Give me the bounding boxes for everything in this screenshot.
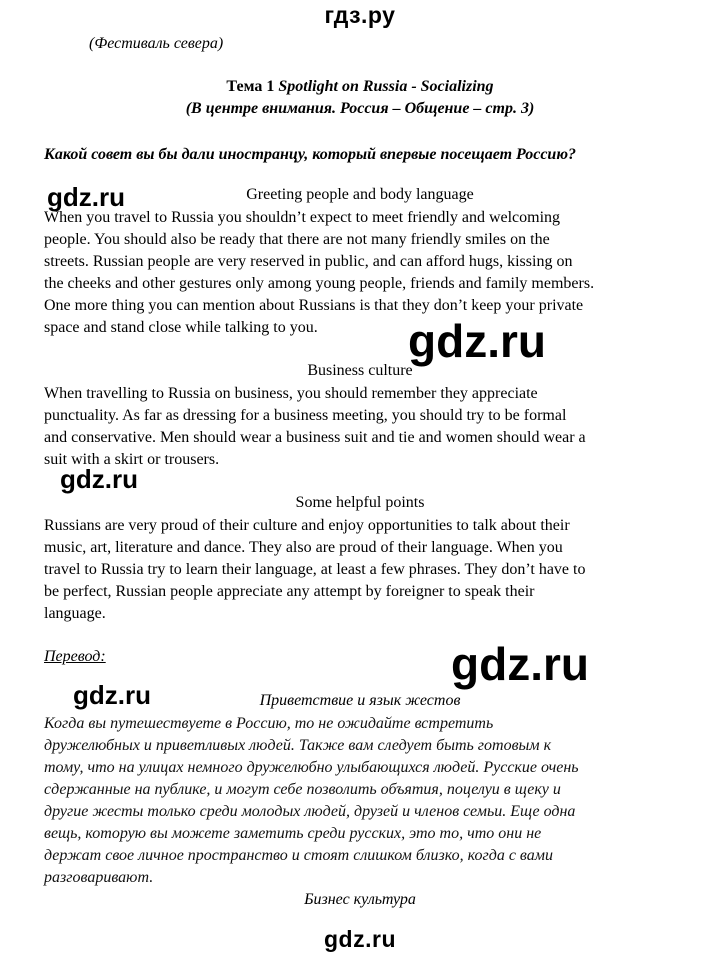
text-line: space and stand close while talking to you. [44, 319, 318, 336]
text-line: and conservative. Men should wear a business suit and tie and women should wear a [44, 429, 586, 446]
translation-label: Перевод: [44, 648, 106, 665]
watermark-gdz: gdz.ru [73, 680, 151, 710]
site-footer-label: gdz.ru [324, 926, 396, 952]
translation-text-greeting [44, 713, 684, 889]
text-line: language. [44, 605, 106, 622]
text-line: streets. Russian people are very reserved in public, and can afford hugs, kissing on [44, 253, 573, 270]
section-heading-business: Business culture [307, 362, 413, 379]
text-line: When travelling to Russia on business, you should remember they appreciate [44, 385, 538, 402]
translation-heading-greeting: Приветствие и язык жестов [259, 692, 461, 709]
text-line: people. You should also be ready that there are not many friendly smiles on the [44, 231, 550, 248]
text-line: сдержанные на публике, и могут себе позволить объятия, поцелуи в щеку и [44, 781, 561, 798]
watermark-gdz: gdz.ru [60, 464, 138, 494]
text-line: вещь, которую вы можете заметить среди русских, это то, что они не [44, 825, 542, 842]
question-heading: Какой совет вы бы дали иностранцу, который впервые посещает Россию? [44, 146, 576, 163]
topic-title [0, 78, 720, 96]
site-header-label: гдз.ру [324, 2, 396, 28]
section-heading-greeting: Greeting people and body language [246, 186, 474, 203]
text-line: suit with a skirt or trousers. [44, 451, 220, 468]
text-line: be perfect, Russian people appreciate any attempt by foreigner to speak their [44, 583, 535, 600]
watermark-gdz: gdz.ru [451, 638, 589, 690]
text-line: punctuality. As far as dressing for a business meeting, you should try to be formal [44, 407, 567, 424]
text-line: другие жесты только среди молодых людей, друзей и членов семьи. Еще одна [44, 803, 576, 820]
text-line: Russians are very proud of their culture and enjoy opportunities to talk about their [44, 517, 570, 534]
text-line: the cheeks and other gestures only among young people, friends and family members. [44, 275, 595, 292]
text-line: держат свое личное пространство и стоят слишком близко, когда с вами [44, 847, 553, 864]
text-line: music, art, literature and dance. They also are proud of their language. When you [44, 539, 563, 556]
watermark-gdz: gdz.ru [408, 315, 546, 367]
text-line: travel to Russia try to learn their language, at least a few phrases. They don’t have to [44, 561, 586, 578]
text-line: дружелюбных и приветливых людей. Также вам следует быть готовым к [44, 737, 552, 754]
festival-subtitle: (Фестиваль севера) [89, 35, 224, 52]
section-heading-helpful: Some helpful points [295, 494, 425, 511]
text-line: Когда вы путешествуете в Россию, то не ожидайте встретить [44, 715, 494, 732]
section-text-business [44, 383, 684, 471]
watermark-gdz: gdz.ru [47, 182, 125, 212]
text-line: When you travel to Russia you shouldn’t expect to meet friendly and welcoming [44, 209, 561, 226]
translation-heading-business: Бизнес культура [304, 891, 416, 908]
topic-name: Spotlight on Russia - Socializing [278, 78, 494, 95]
topic-translation: (В центре внимания. Россия – Общение – стр. 3) [185, 100, 535, 117]
section-text-greeting [44, 207, 684, 339]
text-line: One more thing you can mention about Russians is that they don’t keep your private [44, 297, 584, 314]
text-line: разговаривают. [44, 869, 154, 886]
topic-prefix: Тема 1 [226, 78, 279, 95]
section-text-helpful [44, 515, 684, 625]
text-line: тому, что на улицах немного дружелюбно улыбающихся людей. Русские очень [44, 759, 579, 776]
